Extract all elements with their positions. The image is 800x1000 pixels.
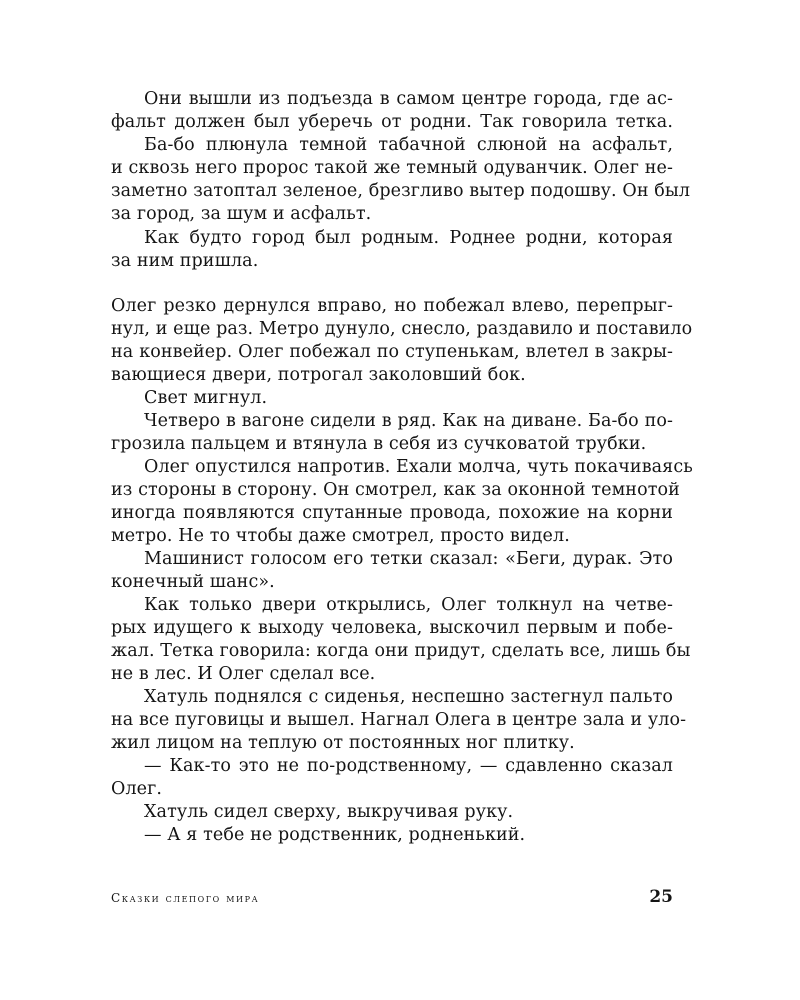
text-line: конечный шанс». <box>111 572 275 592</box>
running-title: Сказки слепого мира <box>111 891 260 905</box>
text-line: иногда появляются спутанные провода, похожие на корни <box>111 503 673 523</box>
text-line: и сквозь него пророс такой же темный одуванчик. Олег не- <box>111 158 673 178</box>
text-line: на все пуговицы и вышел. Нагнал Олега в центре зала и уло- <box>111 710 687 730</box>
text-line: жил лицом на теплую от постоянных ног плитку. <box>111 733 575 753</box>
text-line: Хатуль сидел сверху, выкручивая руку. <box>144 802 514 822</box>
text-line: грозила пальцем и втянула в себя из сучковатой трубки. <box>111 434 647 454</box>
text-line: фальт должен был уберечь от родни. Так говорила тетка. <box>111 112 673 132</box>
text-line: Олег. <box>111 779 163 799</box>
text-line: Они вышли из подъезда в самом центре города, где ас- <box>144 89 673 109</box>
text-line: из стороны в сторону. Он смотрел, как за оконной темнотой <box>111 480 680 500</box>
text-line: за ним пришла. <box>111 251 259 271</box>
text-line: Как будто город был родным. Роднее родни, которая <box>144 228 673 248</box>
text-line: Олег резко дернулся вправо, но побежал влево, перепрыг- <box>111 296 673 316</box>
text-line: на конвейер. Олег побежал по ступенькам, влетел в закры- <box>111 342 673 362</box>
text-line: жал. Тетка говорила: когда они придут, сделать все, лишь бы <box>111 641 691 661</box>
text-line: заметно затоптал зеленое, брезгливо вытер подошву. Он был <box>111 181 691 201</box>
text-line: метро. Не то чтобы даже смотрел, просто видел. <box>111 526 570 546</box>
text-line: вающиеся двери, потрогал заколовший бок. <box>111 365 526 385</box>
page-number: 25 <box>649 887 673 907</box>
text-line: Ба-бо плюнула темной табачной слюной на асфальт, <box>144 135 673 155</box>
text-line: Олег опустился напротив. Ехали молча, чуть покачиваясь <box>144 457 693 477</box>
text-line: не в лес. И Олег сделал все. <box>111 664 376 684</box>
text-line: Хатуль поднялся с сиденья, неспешно застегнул пальто <box>144 687 673 707</box>
text-line: Машинист голосом его тетки сказал: «Беги, дурак. Это <box>144 549 673 569</box>
text-line: за город, за шум и асфальт. <box>111 204 372 224</box>
text-line: рых идущего к выходу человека, выскочил первым и побе- <box>111 618 673 638</box>
text-line: Как только двери открылись, Олег толкнул на четве- <box>144 595 673 615</box>
text-line: — Как-то это не по-родственному, — сдавленно сказал <box>144 756 673 776</box>
text-line: — А я тебе не родственник, родненький. <box>144 825 526 845</box>
text-line: нул, и еще раз. Метро дунуло, снесло, раздавило и поставило <box>111 319 693 339</box>
text-line: Четверо в вагоне сидели в ряд. Как на диване. Ба-бо по- <box>144 411 673 431</box>
text-line: Свет мигнул. <box>144 388 268 408</box>
